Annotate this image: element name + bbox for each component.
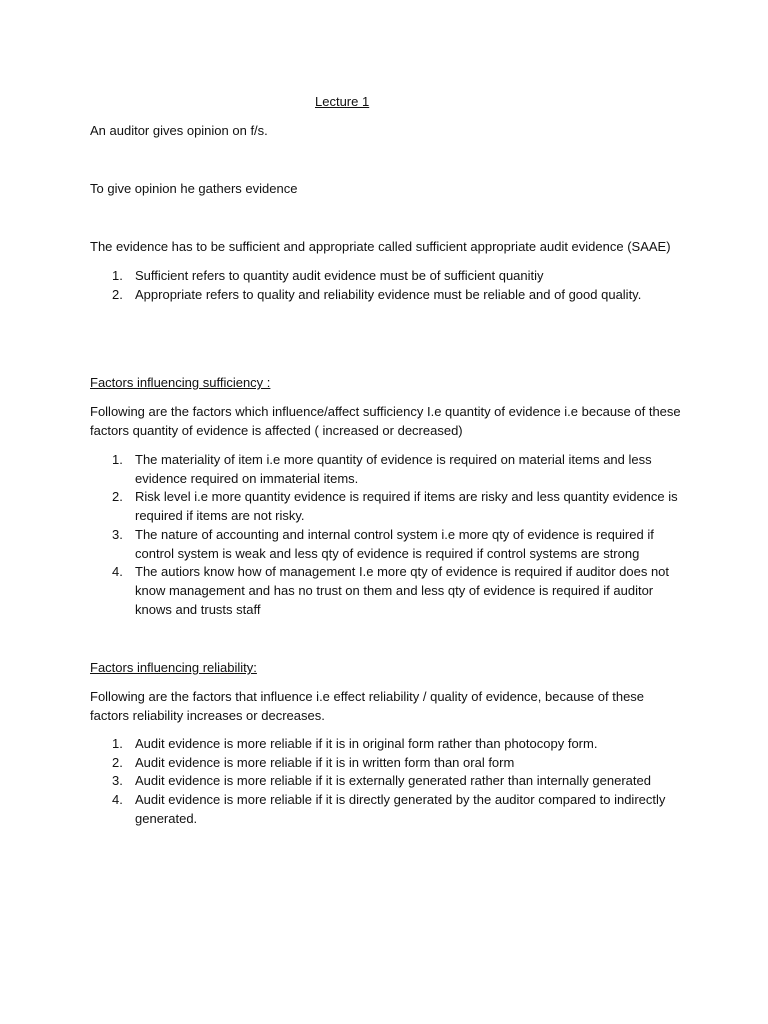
- list-text-line: Audit evidence is more reliable if it is in written form than oral form: [135, 754, 515, 770]
- list-item: [90, 754, 690, 773]
- list-text-line: know management and has no trust on them and less qty of evidence is required if auditor: [135, 582, 654, 598]
- saae-list: [90, 267, 690, 304]
- list-text-line: Risk level i.e more quantity evidence is required if items are risky and less quantity evidence is: [135, 489, 678, 505]
- list-text-line: required if items are not risky.: [135, 508, 305, 524]
- list-number: 2.: [112, 489, 123, 505]
- reliability-intro-line-1: Following are the factors that influence i.e effect reliability / quality of evidence, because of these: [90, 689, 645, 704]
- reliability-list: [90, 735, 690, 829]
- list-number: 2.: [112, 754, 123, 770]
- intro-paragraph-3: The evidence has to be sufficient and appropriate called sufficient appropriate audit evidence (SAAE): [90, 239, 671, 254]
- intro-paragraph-2: To give opinion he gathers evidence: [90, 181, 298, 196]
- sufficiency-heading: Factors influencing sufficiency :: [90, 375, 271, 390]
- list-text-line: control system is weak and less qty of evidence is required if control systems are strong: [135, 545, 640, 561]
- list-item: [90, 772, 690, 791]
- reliability-heading: Factors influencing reliability:: [90, 660, 257, 675]
- list-text-line: The materiality of item i.e more quantity of evidence is required on material items and less: [135, 452, 652, 467]
- list-item: [90, 451, 690, 488]
- list-item: [90, 563, 690, 619]
- list-text: Sufficient refers to quantity audit evidence must be of sufficient quanitiy: [135, 268, 544, 283]
- list-item: [90, 791, 690, 828]
- list-item: [90, 526, 690, 563]
- list-number: 2.: [112, 286, 123, 302]
- list-number: 1.: [112, 736, 123, 751]
- list-number: 4.: [112, 792, 123, 808]
- list-text: Appropriate refers to quality and reliability evidence must be reliable and of good quality.: [135, 286, 642, 302]
- list-item: [90, 488, 690, 525]
- list-text-line: The nature of accounting and internal control system i.e more qty of evidence is required if: [135, 526, 654, 542]
- list-number: 3.: [112, 773, 123, 789]
- list-text-line: generated.: [135, 810, 198, 826]
- list-item: [90, 267, 690, 286]
- list-number: 1.: [112, 268, 123, 283]
- list-item: [90, 286, 690, 305]
- list-item: [90, 735, 690, 754]
- list-text-line: evidence required on immaterial items.: [135, 470, 359, 486]
- sufficiency-intro-line-2: factors quantity of evidence is affected ( increased or decreased): [90, 423, 463, 438]
- list-number: 1.: [112, 452, 123, 467]
- list-text-line: Audit evidence is more reliable if it is externally generated rather than internally generated: [135, 773, 651, 789]
- intro-paragraph-1: An auditor gives opinion on f/s.: [90, 123, 268, 138]
- list-text-line: The autiors know how of management I.e more qty of evidence is required if auditor does not: [135, 564, 670, 580]
- list-text-line: Audit evidence is more reliable if it is directly generated by the auditor compared to indirectly: [135, 792, 666, 808]
- sufficiency-intro-line-1: Following are the factors which influence/affect sufficiency I.e quantity of evidence i.e because of these: [90, 404, 681, 419]
- list-text-line: Audit evidence is more reliable if it is in original form rather than photocopy form.: [135, 736, 598, 751]
- page-title: Lecture 1: [315, 94, 370, 109]
- sufficiency-list: [90, 451, 690, 619]
- list-number: 3.: [112, 526, 123, 542]
- list-text-line: knows and trusts staff: [135, 601, 261, 617]
- reliability-intro-line-2: factors reliability increases or decreases.: [90, 708, 325, 723]
- list-number: 4.: [112, 564, 123, 580]
